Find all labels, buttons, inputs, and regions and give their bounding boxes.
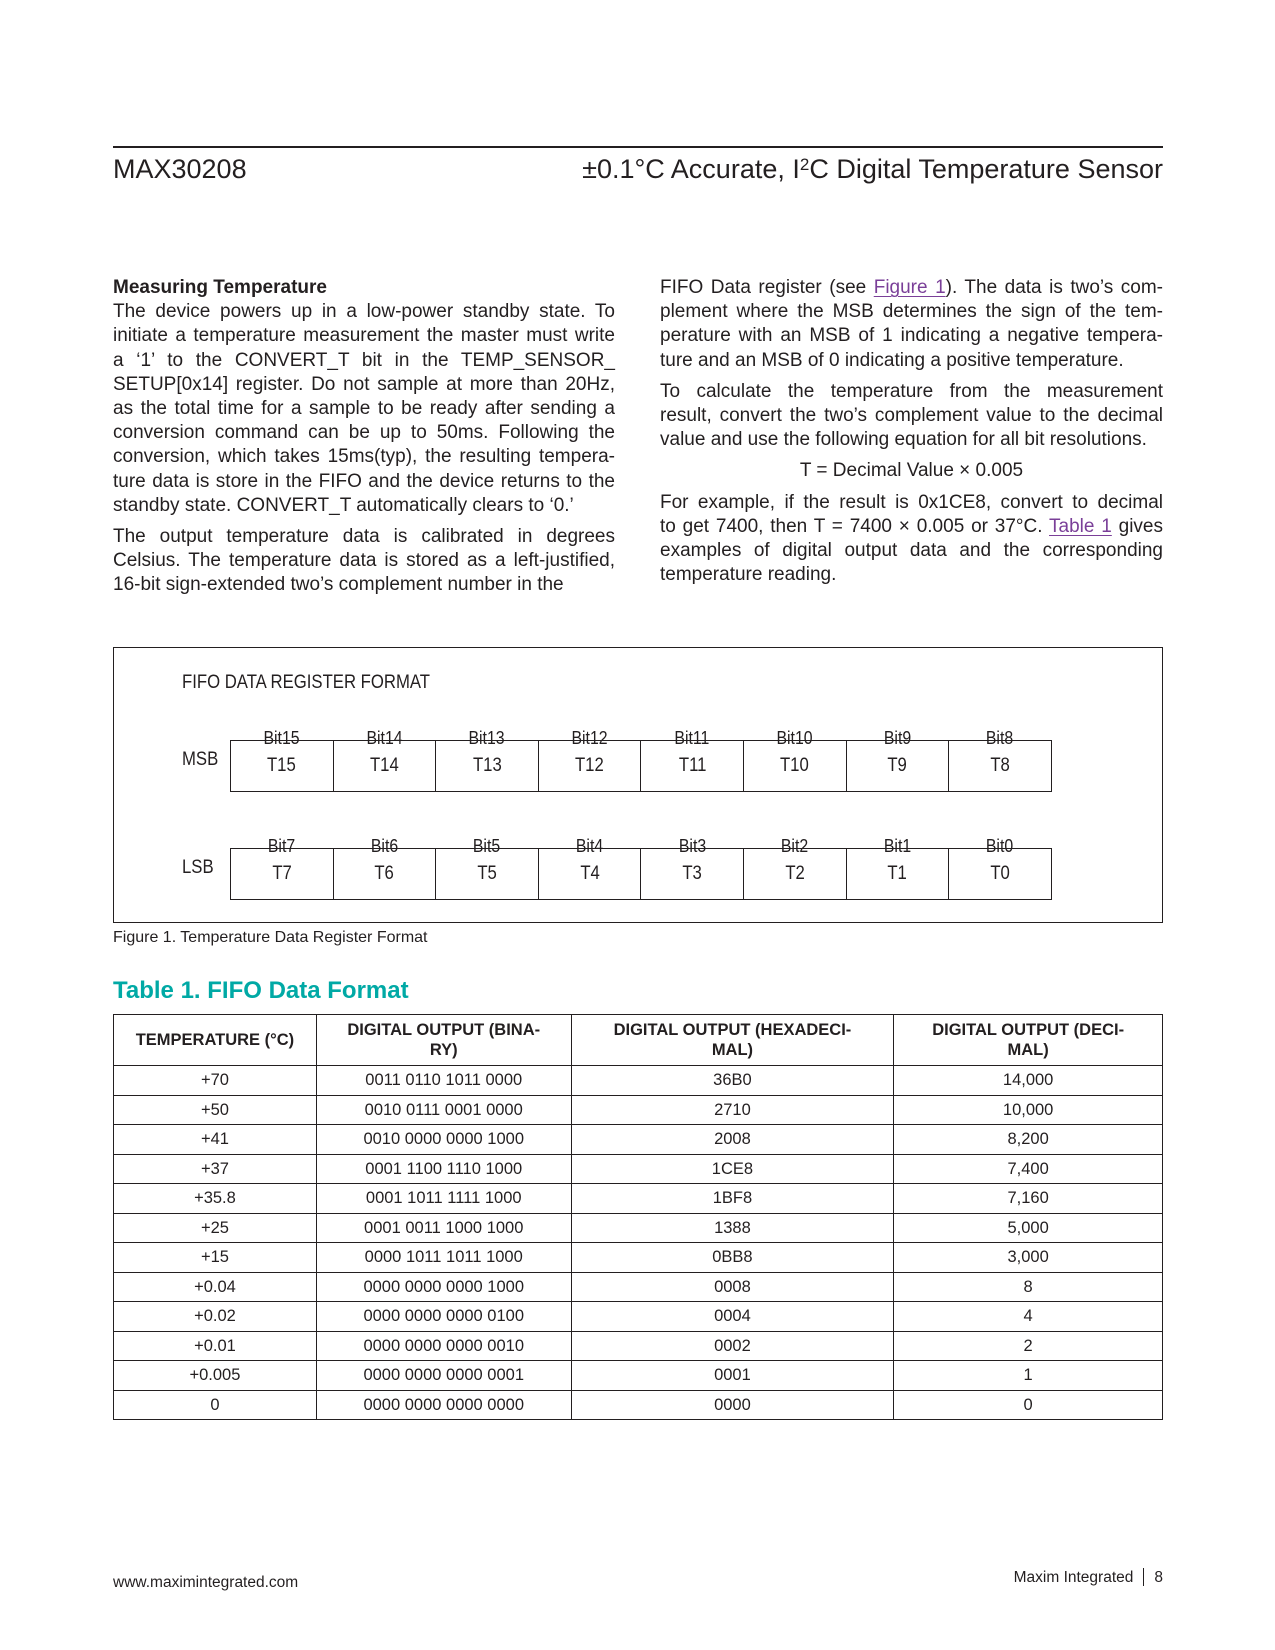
table-cell: 8,200 bbox=[894, 1125, 1163, 1155]
table-row bbox=[114, 1390, 1163, 1420]
table-row bbox=[114, 1213, 1163, 1243]
table-cell: 36B0 bbox=[571, 1066, 894, 1096]
paragraph bbox=[660, 276, 1163, 373]
register-cell-text: T13 bbox=[472, 755, 502, 776]
table-row bbox=[114, 1066, 1163, 1096]
table-cell: 1CE8 bbox=[571, 1154, 894, 1184]
table-cell: 0BB8 bbox=[571, 1243, 894, 1273]
table-cell: 2710 bbox=[571, 1095, 894, 1125]
header-line: RY) bbox=[429, 1041, 458, 1059]
bit-label-text: Bit0 bbox=[986, 836, 1014, 856]
register-cell bbox=[846, 740, 950, 792]
text-segment: For example, if the result is 0x1CE8, convert to decimal bbox=[660, 491, 1163, 513]
text-line bbox=[113, 397, 615, 421]
right-paragraphs bbox=[660, 276, 1163, 587]
table-row bbox=[114, 1361, 1163, 1391]
table-cell: +25 bbox=[114, 1213, 317, 1243]
register-cell bbox=[333, 848, 437, 900]
footer-company: Maxim Integrated bbox=[1013, 1569, 1134, 1586]
text-segment: SETUP[0x14] register. Do not sample at more than 20Hz, bbox=[113, 373, 615, 395]
paragraph bbox=[660, 459, 1163, 483]
register-cell bbox=[640, 848, 744, 900]
table-cell: +15 bbox=[114, 1243, 317, 1273]
text-segment: ture and an MSB of 0 indicating a positive temperature. bbox=[660, 349, 1124, 371]
header-line: DIGITAL OUTPUT (DECI- bbox=[932, 1021, 1125, 1039]
text-line bbox=[113, 349, 615, 373]
register-cell-text: T14 bbox=[369, 755, 399, 776]
text-segment: To calculate the temperature from the measurement bbox=[660, 380, 1163, 402]
table-cell: 0000 0000 0000 0001 bbox=[316, 1361, 571, 1391]
table-cell: 10,000 bbox=[894, 1095, 1163, 1125]
header-line: MAL) bbox=[711, 1041, 754, 1059]
text-segment: ). The data is two’s com- bbox=[945, 277, 1163, 298]
table-row bbox=[114, 1272, 1163, 1302]
text-segment: to get 7400, then T = 7400 × 0.005 or 37°C. bbox=[660, 515, 1049, 537]
register-cell-text: T10 bbox=[780, 755, 810, 776]
title-pre: ±0.1°C Accurate, I bbox=[582, 154, 800, 184]
column-header bbox=[894, 1015, 1163, 1066]
header-line: DIGITAL OUTPUT (BINA- bbox=[347, 1021, 541, 1039]
footer-page-info bbox=[1014, 1568, 1163, 1588]
table-title: Table 1. FIFO Data Format bbox=[113, 977, 409, 1004]
table-cell: 0000 0000 0000 0010 bbox=[316, 1331, 571, 1361]
text-line bbox=[660, 404, 1163, 428]
text-segment: examples of digital output data and the corresponding bbox=[660, 540, 1163, 562]
paragraph bbox=[113, 300, 615, 518]
table-row bbox=[114, 1184, 1163, 1214]
bit-label-text: Bit12 bbox=[571, 728, 608, 748]
table-row bbox=[114, 1243, 1163, 1273]
table-cell: +0.01 bbox=[114, 1331, 317, 1361]
text-line bbox=[660, 428, 1163, 452]
register-cell bbox=[435, 848, 539, 900]
table-cell: +0.04 bbox=[114, 1272, 317, 1302]
header-line: MAL) bbox=[1007, 1041, 1049, 1059]
table-cell: 0001 0011 1000 1000 bbox=[316, 1213, 571, 1243]
register-cell-text: T2 bbox=[785, 863, 805, 884]
table-cell: 0000 0000 0000 1000 bbox=[316, 1272, 571, 1302]
table-cell: 0011 0110 1011 0000 bbox=[316, 1066, 571, 1096]
table-cell: +0.005 bbox=[114, 1361, 317, 1391]
text-line bbox=[660, 349, 1163, 373]
text-segment: T = Decimal Value × 0.005 bbox=[799, 460, 1024, 482]
text-segment: conversion, which takes 15ms(typ), the resulting tempera- bbox=[113, 446, 615, 468]
figure-caption: Figure 1. Temperature Data Register Format bbox=[113, 929, 428, 946]
text-line bbox=[660, 300, 1163, 324]
bit-label-text: Bit13 bbox=[468, 728, 506, 748]
text-segment: ture data is store in the FIFO and the device returns to the bbox=[113, 470, 615, 492]
table-body bbox=[114, 1066, 1163, 1420]
text-line bbox=[113, 373, 615, 397]
table-cell: 0 bbox=[894, 1390, 1163, 1420]
table-row bbox=[114, 1095, 1163, 1125]
register-cell bbox=[538, 740, 642, 792]
register-cell-text: T3 bbox=[682, 863, 702, 884]
register-cell bbox=[538, 848, 642, 900]
table-row bbox=[114, 1125, 1163, 1155]
table-cell: 5,000 bbox=[894, 1213, 1163, 1243]
table-cell: +35.8 bbox=[114, 1184, 317, 1214]
fifo-data-table bbox=[113, 1014, 1163, 1420]
equation bbox=[660, 459, 1163, 483]
text-segment: value and use the following equation for all bit resolutions. bbox=[660, 429, 1147, 451]
text-segment: Celsius. The temperature data is stored as a left-justified, bbox=[113, 550, 615, 572]
table-cell: 0002 bbox=[571, 1331, 894, 1361]
table-cell: 0 bbox=[114, 1390, 317, 1420]
bit-label-text: Bit8 bbox=[986, 728, 1014, 748]
page-number: 8 bbox=[1154, 1569, 1163, 1586]
register-cell bbox=[743, 848, 847, 900]
register-cell-text: T12 bbox=[575, 755, 605, 776]
header-rule bbox=[113, 146, 1163, 148]
text-segment: result, convert the two’s complement value to the decimal bbox=[660, 405, 1163, 427]
text-segment: conversion command can be up to 50ms. Following the bbox=[113, 422, 615, 444]
bit-label-text: Bit4 bbox=[575, 836, 604, 856]
bit-label-text: Bit10 bbox=[776, 728, 813, 748]
text-segment: as the total time for a sample to be ready after sending a bbox=[113, 398, 615, 420]
text-line bbox=[113, 470, 615, 494]
table-row bbox=[114, 1302, 1163, 1332]
paragraph bbox=[660, 380, 1163, 453]
column-header bbox=[114, 1015, 317, 1066]
table-cell: 0001 1011 1111 1000 bbox=[316, 1184, 571, 1214]
register-cell bbox=[435, 740, 539, 792]
cross-reference-link[interactable]: Figure 1 bbox=[873, 277, 946, 298]
table-cell: 0010 0000 0000 1000 bbox=[316, 1125, 571, 1155]
left-column bbox=[113, 276, 615, 605]
table-cell: 2008 bbox=[571, 1125, 894, 1155]
table-cell: +50 bbox=[114, 1095, 317, 1125]
column-header bbox=[571, 1015, 894, 1066]
table-cell: 0008 bbox=[571, 1272, 894, 1302]
register-cell bbox=[230, 848, 334, 900]
text-segment: FIFO Data register (see bbox=[660, 277, 874, 298]
register-figure bbox=[113, 647, 1163, 923]
text-line bbox=[113, 525, 615, 549]
right-column bbox=[660, 276, 1163, 594]
table-cell: 3,000 bbox=[894, 1243, 1163, 1273]
text-line bbox=[113, 445, 615, 469]
table-cell: 1 bbox=[894, 1361, 1163, 1391]
text-segment: temperature reading. bbox=[660, 564, 837, 586]
table-cell: 0000 bbox=[571, 1390, 894, 1420]
table-cell: 4 bbox=[894, 1302, 1163, 1332]
text-segment: The output temperature data is calibrated in degrees bbox=[113, 526, 615, 548]
bit-label-text: Bit5 bbox=[473, 836, 501, 856]
bit-label-text: Bit9 bbox=[883, 728, 912, 748]
register-cell-text: T4 bbox=[579, 863, 600, 884]
paragraph bbox=[660, 491, 1163, 588]
text-line bbox=[660, 380, 1163, 404]
table-cell: 0000 0000 0000 0000 bbox=[316, 1390, 571, 1420]
text-segment: standby state. CONVERT_T automatically clears to ‘0.’ bbox=[113, 494, 574, 516]
table-cell: 0001 bbox=[571, 1361, 894, 1391]
title-sup: 2 bbox=[799, 155, 810, 174]
table-cell: +70 bbox=[114, 1066, 317, 1096]
section-heading: Measuring Temperature bbox=[113, 277, 327, 298]
register-cell-text: T7 bbox=[272, 863, 292, 884]
register-cell-text: T9 bbox=[887, 755, 908, 776]
table-cell: 0001 1100 1110 1000 bbox=[316, 1154, 571, 1184]
part-number: MAX30208 bbox=[113, 154, 247, 184]
text-line bbox=[113, 421, 615, 445]
bit-label-text: Bit11 bbox=[674, 728, 710, 748]
register-cell-text: T6 bbox=[374, 863, 395, 884]
table-row bbox=[114, 1154, 1163, 1184]
table-cell: 14,000 bbox=[894, 1066, 1163, 1096]
register-cell bbox=[333, 740, 437, 792]
text-line bbox=[113, 494, 615, 518]
text-segment: initiate a temperature measurement the master must write bbox=[113, 325, 615, 347]
table-cell: 2 bbox=[894, 1331, 1163, 1361]
text-segment: 16-bit sign-extended two’s complement number in the bbox=[113, 574, 564, 596]
figure-title: FIFO DATA REGISTER FORMAT bbox=[182, 672, 431, 693]
register-cell bbox=[948, 848, 1052, 900]
paragraph bbox=[113, 525, 615, 598]
register-cell bbox=[640, 740, 744, 792]
table-cell: 0000 1011 1011 1000 bbox=[316, 1243, 571, 1273]
document-title bbox=[582, 152, 1163, 186]
text-segment: a ‘1’ to the CONVERT_T bit in the TEMP_SENSOR_ bbox=[113, 349, 615, 371]
title-post: C Digital Temperature Sensor bbox=[809, 154, 1163, 184]
register-cell-text: T1 bbox=[887, 863, 908, 884]
table-cell: 0004 bbox=[571, 1302, 894, 1332]
register-cell-text: T11 bbox=[678, 755, 706, 776]
text-line bbox=[113, 549, 615, 573]
table-cell: 1388 bbox=[571, 1213, 894, 1243]
register-cell-text: T8 bbox=[990, 755, 1010, 776]
register-cell bbox=[743, 740, 847, 792]
table-cell: 8 bbox=[894, 1272, 1163, 1302]
text-line bbox=[660, 491, 1163, 515]
text-line bbox=[113, 324, 615, 348]
table-cell: 0010 0111 0001 0000 bbox=[316, 1095, 571, 1125]
table-cell: 0000 0000 0000 0100 bbox=[316, 1302, 571, 1332]
table-header-row bbox=[114, 1015, 1163, 1066]
register-cell bbox=[230, 740, 334, 792]
bit-label-text: Bit6 bbox=[370, 836, 399, 856]
bit-label-text: Bit1 bbox=[883, 836, 912, 856]
footer-website[interactable]: www.maximintegrated.com bbox=[113, 1574, 299, 1591]
text-segment: perature with an MSB of 1 indicating a negative tempera- bbox=[660, 325, 1163, 347]
table-cell: 1BF8 bbox=[571, 1184, 894, 1214]
left-paragraphs bbox=[113, 300, 615, 597]
text-line bbox=[113, 300, 615, 324]
text-segment: gives bbox=[1111, 515, 1163, 537]
register-cell-text: T5 bbox=[477, 863, 497, 884]
bit-label-text: Bit14 bbox=[366, 728, 403, 748]
table-cell: +0.02 bbox=[114, 1302, 317, 1332]
column-header bbox=[316, 1015, 571, 1066]
text-segment: The device powers up in a low-power standby state. To bbox=[113, 301, 615, 323]
register-cell bbox=[846, 848, 950, 900]
table-cell: 7,400 bbox=[894, 1154, 1163, 1184]
register-cell-text: T0 bbox=[990, 863, 1010, 884]
text-line bbox=[660, 515, 1163, 539]
register-cell-text: T15 bbox=[267, 755, 297, 776]
lsb-label: LSB bbox=[182, 857, 214, 878]
table-cell: +41 bbox=[114, 1125, 317, 1155]
cross-reference-link[interactable]: Table 1 bbox=[1049, 515, 1112, 537]
text-line bbox=[660, 539, 1163, 563]
text-line bbox=[660, 324, 1163, 348]
msb-label: MSB bbox=[182, 749, 219, 770]
header-line: TEMPERATURE (°C) bbox=[135, 1031, 295, 1049]
text-line bbox=[660, 276, 1163, 300]
bit-label-text: Bit2 bbox=[781, 836, 809, 856]
text-segment: plement where the MSB determines the sign of the tem- bbox=[660, 301, 1163, 323]
bit-label-text: Bit7 bbox=[268, 836, 296, 856]
bit-label-text: Bit3 bbox=[678, 836, 706, 856]
text-line bbox=[113, 573, 615, 597]
text-line bbox=[660, 563, 1163, 587]
table-cell: +37 bbox=[114, 1154, 317, 1184]
table-cell: 7,160 bbox=[894, 1184, 1163, 1214]
header-line: DIGITAL OUTPUT (HEXADECI- bbox=[613, 1021, 852, 1039]
bit-label-text: Bit15 bbox=[263, 728, 300, 748]
table-row bbox=[114, 1331, 1163, 1361]
footer-divider bbox=[1143, 1568, 1144, 1586]
register-cell bbox=[948, 740, 1052, 792]
